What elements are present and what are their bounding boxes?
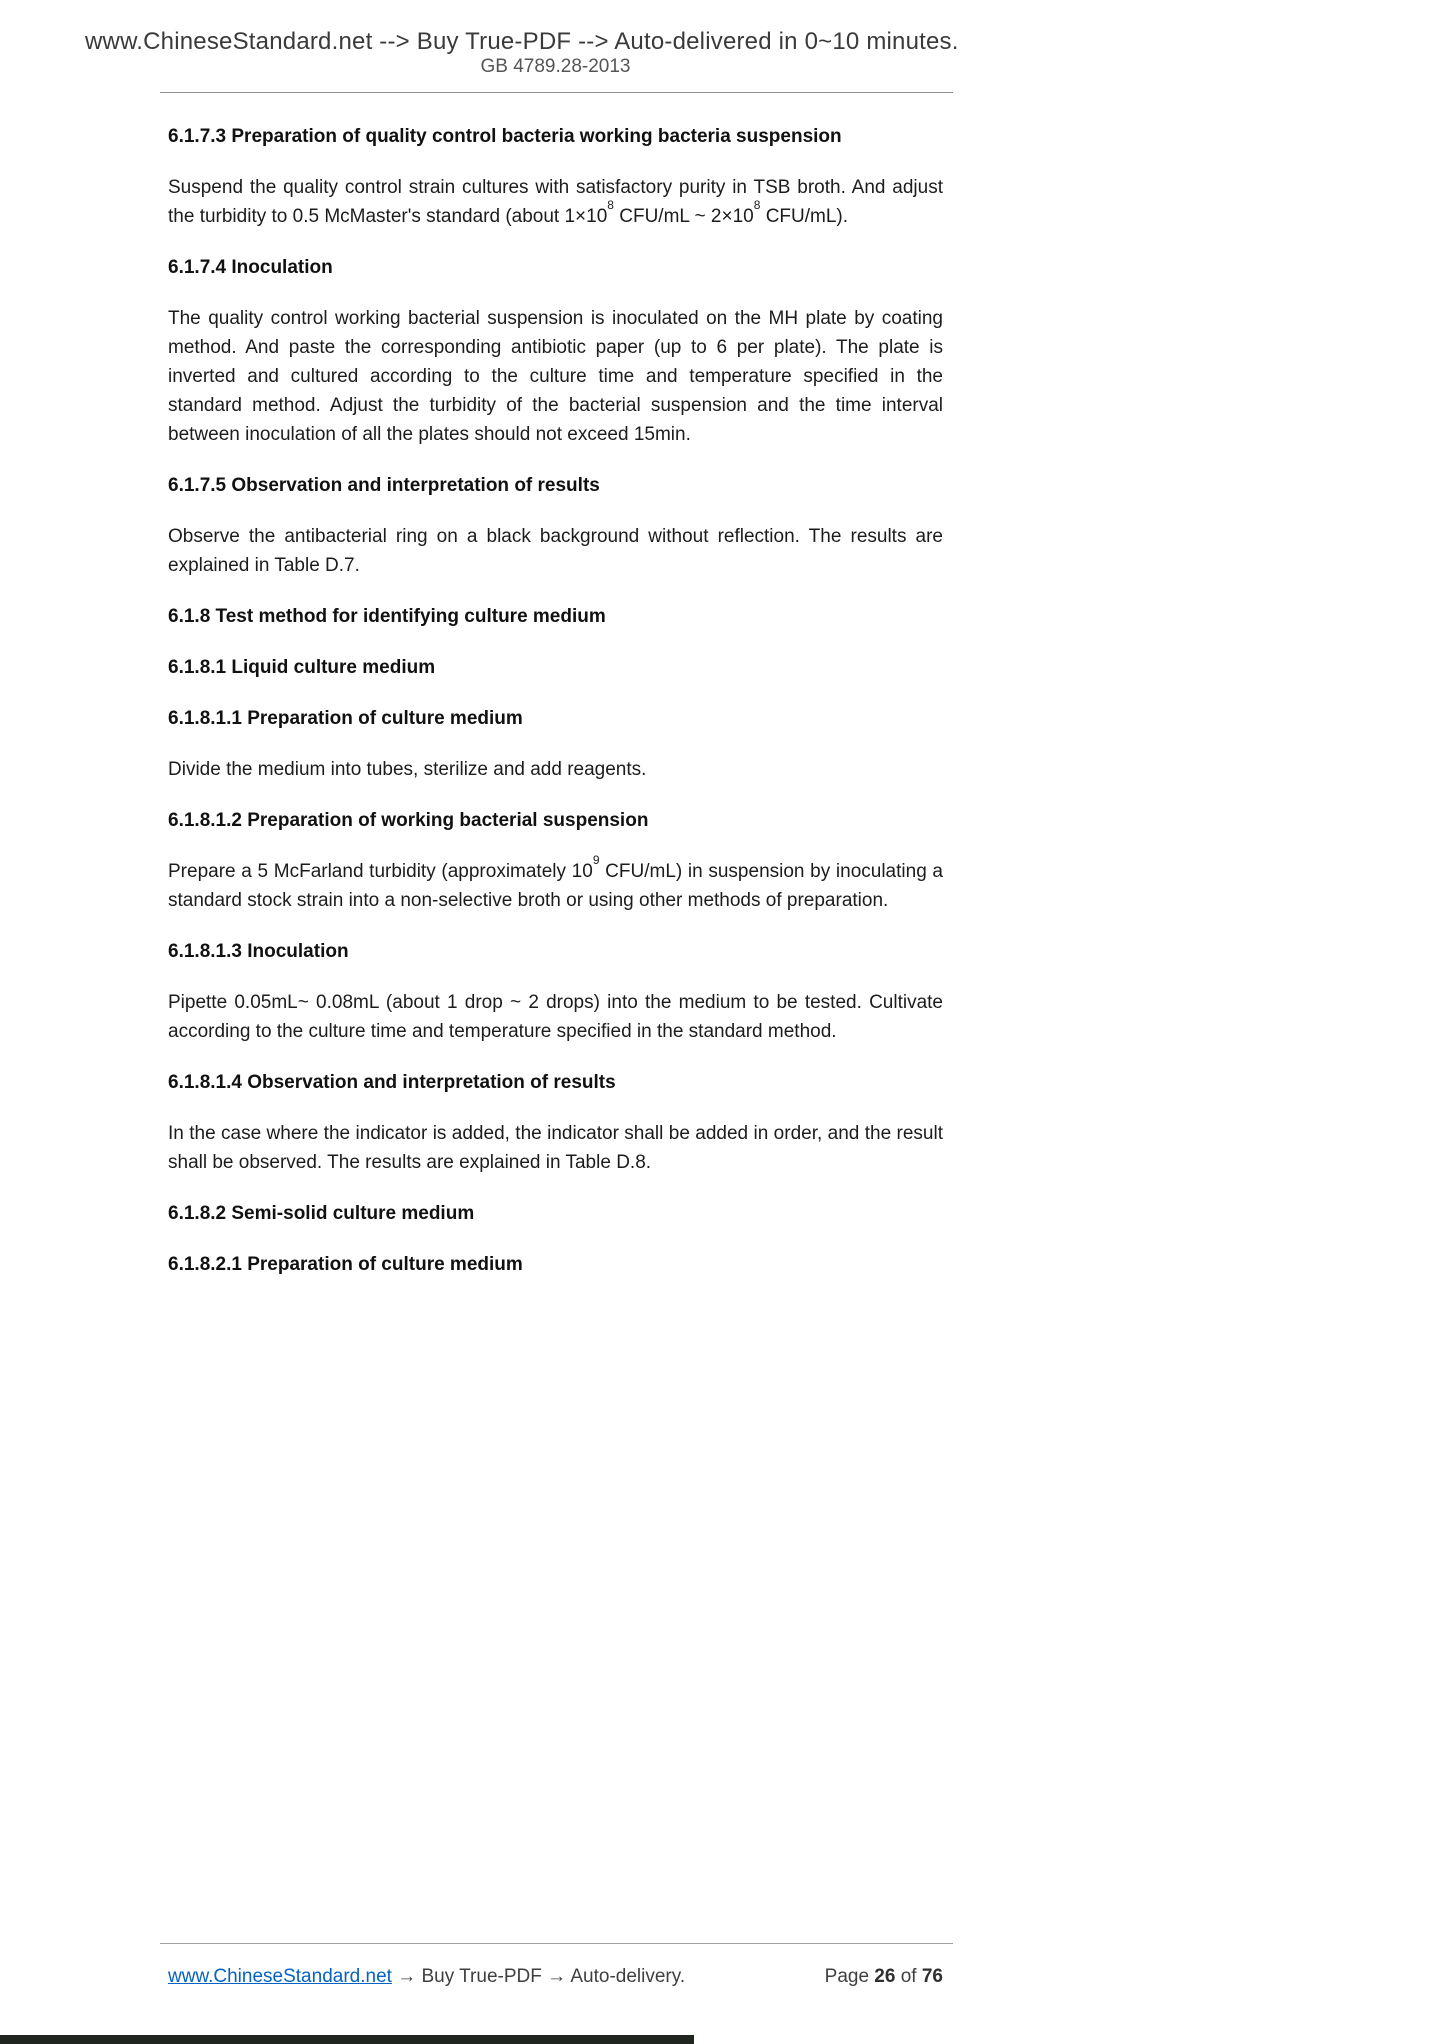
text-run: CFU/mL ~ 2×10 — [613, 206, 754, 227]
page-indicator — [825, 1962, 943, 1991]
footer-tagline — [168, 1962, 685, 1991]
doc-number: GB 4789.28-2013 — [480, 56, 631, 77]
document-body — [168, 118, 943, 1301]
of-label: of — [900, 1966, 917, 1987]
heading-6-1-8-1-3: 6.1.8.1.3 Inoculation — [168, 941, 349, 962]
paragraph-6-1-8-1-2 — [168, 852, 943, 915]
heading-6-1-7-3: 6.1.7.3 Preparation of quality control bacteria working bacteria suspension — [168, 126, 842, 147]
page-current: 26 — [874, 1966, 896, 1987]
heading-6-1-8-1-4: 6.1.8.1.4 Observation and interpretation of results — [168, 1072, 616, 1093]
superscript: 9 — [592, 852, 600, 867]
heading-6-1-8-1-2: 6.1.8.1.2 Preparation of working bacterial suspension — [168, 810, 649, 831]
arrow-right-icon: → — [547, 1966, 567, 1987]
text-run: Prepare a 5 McFarland turbidity (approximately 10 — [168, 861, 593, 882]
heading-6-1-8-1: 6.1.8.1 Liquid culture medium — [168, 657, 436, 678]
page-total: 76 — [921, 1966, 943, 1987]
paragraph-6-1-7-4: The quality control working bacterial suspension is inoculated on the MH plate by coating method. And paste the corresponding antibiotic paper (up to 6 per plate). The plate is inverted and cultured according to the culture time and temperature specified in the standard method. Adjust the turbidity of the bacterial suspension and the time interval between inoculation of all the plates should not exceed 15min. — [168, 308, 943, 445]
text-run: Suspend the quality control strain cultures with satisfactory purity in TSB broth. And adjust the turbidity to 0.5 McMaster's standard (about 1×10 — [168, 177, 943, 227]
heading-6-1-8-1-1: 6.1.8.1.1 Preparation of culture medium — [168, 708, 523, 729]
footer-buy-text: Buy True-PDF — [421, 1966, 542, 1987]
footer-delivery-text: Auto-delivery. — [570, 1966, 686, 1987]
paragraph-6-1-8-1-3: Pipette 0.05mL~ 0.08mL (about 1 drop ~ 2 drops) into the medium to be tested. Cultivate according to the culture time and temperature specified in the standard method. — [168, 992, 943, 1042]
viewer-bottom-bar — [0, 2035, 694, 2044]
superscript: 8 — [607, 197, 614, 212]
superscript: 8 — [753, 197, 761, 212]
paragraph-6-1-7-5: Observe the antibacterial ring on a black background without reflection. The results are explained in Table D.7. — [168, 526, 943, 576]
header-rule — [160, 92, 953, 93]
footer — [168, 1962, 943, 1991]
paragraph-6-1-8-1-4: In the case where the indicator is added, the indicator shall be added in order, and the result shall be observed. The results are explained in Table D.8. — [168, 1123, 943, 1173]
heading-6-1-7-5: 6.1.7.5 Observation and interpretation of results — [168, 475, 600, 496]
heading-6-1-7-4: 6.1.7.4 Inoculation — [168, 257, 333, 278]
arrow-right-icon: → — [397, 1966, 417, 1987]
text-run: CFU/mL). — [760, 206, 849, 227]
header-tagline: www.ChineseStandard.net --> Buy True-PDF --> Auto-delivered in 0~10 minutes. — [85, 28, 959, 55]
footer-site-link[interactable]: www.ChineseStandard.net — [168, 1966, 392, 1987]
paragraph-6-1-8-1-1: Divide the medium into tubes, sterilize and add reagents. — [168, 759, 647, 780]
footer-rule — [160, 1943, 953, 1944]
page-label: Page — [824, 1966, 870, 1987]
heading-6-1-8-2: 6.1.8.2 Semi-solid culture medium — [168, 1203, 475, 1224]
text-run: CFU/mL) in suspension by inoculating a standard stock strain into a non-selective broth or using other methods of preparation. — [168, 861, 943, 911]
heading-6-1-8-2-1: 6.1.8.2.1 Preparation of culture medium — [168, 1254, 523, 1275]
paragraph-6-1-7-3 — [168, 173, 943, 231]
heading-6-1-8: 6.1.8 Test method for identifying culture medium — [168, 606, 606, 627]
